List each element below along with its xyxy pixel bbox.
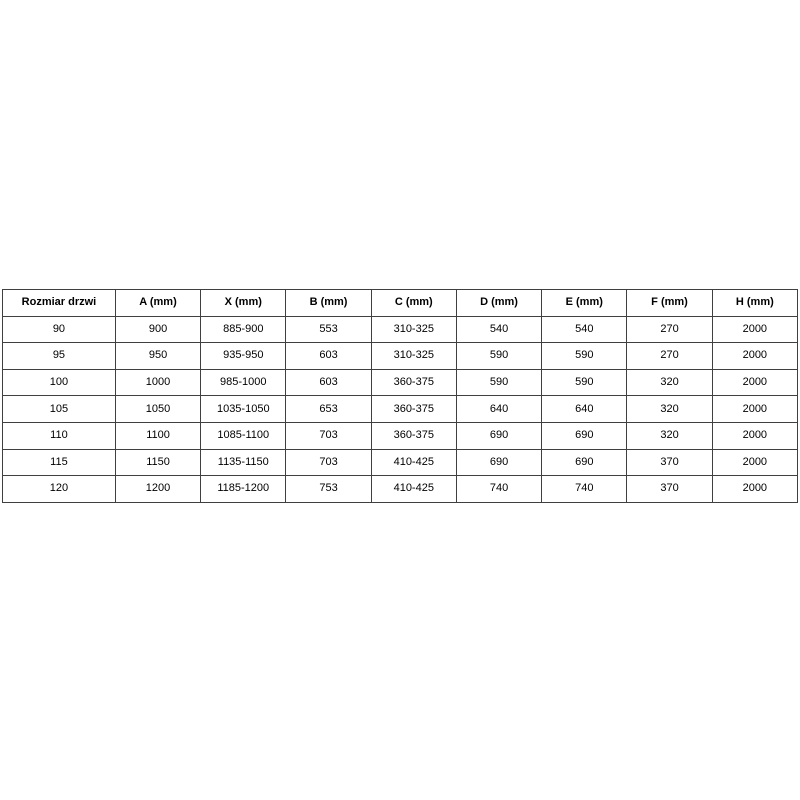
table-cell: 540: [542, 316, 627, 343]
table-cell: 2000: [712, 449, 797, 476]
table-cell: 553: [286, 316, 371, 343]
table-cell: 1200: [115, 476, 200, 503]
table-cell: 900: [115, 316, 200, 343]
table-cell: 2000: [712, 476, 797, 503]
table-cell: 590: [542, 369, 627, 396]
table-row: [3, 343, 798, 370]
table-cell: 740: [456, 476, 541, 503]
table-row: [3, 369, 798, 396]
table-body: [3, 316, 798, 502]
table-cell: 1085-1100: [201, 422, 286, 449]
table-cell: 653: [286, 396, 371, 423]
table-cell: 1150: [115, 449, 200, 476]
table-cell: 590: [456, 343, 541, 370]
table-cell: 703: [286, 422, 371, 449]
table-row: [3, 316, 798, 343]
table-cell: 1000: [115, 369, 200, 396]
table-cell: 1100: [115, 422, 200, 449]
door-size-table: [2, 289, 798, 503]
table-cell: 2000: [712, 316, 797, 343]
table-cell: 703: [286, 449, 371, 476]
column-header: B (mm): [286, 290, 371, 317]
table-cell: 105: [3, 396, 116, 423]
table-cell: 935-950: [201, 343, 286, 370]
table-cell: 370: [627, 449, 712, 476]
table-cell: 950: [115, 343, 200, 370]
table-cell: 690: [456, 449, 541, 476]
table-cell: 320: [627, 369, 712, 396]
table-cell: 2000: [712, 369, 797, 396]
table-cell: 690: [542, 422, 627, 449]
table-cell: 270: [627, 343, 712, 370]
column-header: F (mm): [627, 290, 712, 317]
table-row: [3, 422, 798, 449]
table-cell: 1035-1050: [201, 396, 286, 423]
table-cell: 885-900: [201, 316, 286, 343]
table-cell: 410-425: [371, 476, 456, 503]
table-cell: 603: [286, 343, 371, 370]
table-cell: 690: [542, 449, 627, 476]
table-cell: 1185-1200: [201, 476, 286, 503]
table-cell: 320: [627, 396, 712, 423]
table-cell: 2000: [712, 396, 797, 423]
table-cell: 640: [542, 396, 627, 423]
table-cell: 360-375: [371, 369, 456, 396]
table-cell: 590: [456, 369, 541, 396]
table-cell: 2000: [712, 343, 797, 370]
column-header: E (mm): [542, 290, 627, 317]
table-cell: 540: [456, 316, 541, 343]
table-cell: 360-375: [371, 422, 456, 449]
table-cell: 690: [456, 422, 541, 449]
table-cell: 370: [627, 476, 712, 503]
table-cell: 100: [3, 369, 116, 396]
table-row: [3, 396, 798, 423]
table-cell: 270: [627, 316, 712, 343]
table-cell: 1050: [115, 396, 200, 423]
table-cell: 2000: [712, 422, 797, 449]
table-row: [3, 449, 798, 476]
table-cell: 320: [627, 422, 712, 449]
table-cell: 95: [3, 343, 116, 370]
column-header: X (mm): [201, 290, 286, 317]
table-cell: 640: [456, 396, 541, 423]
table-cell: 410-425: [371, 449, 456, 476]
column-header: D (mm): [456, 290, 541, 317]
table-cell: 360-375: [371, 396, 456, 423]
table-cell: 110: [3, 422, 116, 449]
table-header-row: [3, 290, 798, 317]
table-cell: 603: [286, 369, 371, 396]
table-header: [3, 290, 798, 317]
table-cell: 90: [3, 316, 116, 343]
column-header: A (mm): [115, 290, 200, 317]
table-row: [3, 476, 798, 503]
table-cell: 120: [3, 476, 116, 503]
table-cell: 740: [542, 476, 627, 503]
table-cell: 310-325: [371, 343, 456, 370]
column-header: Rozmiar drzwi: [3, 290, 116, 317]
table-cell: 115: [3, 449, 116, 476]
table-cell: 1135-1150: [201, 449, 286, 476]
column-header: C (mm): [371, 290, 456, 317]
table-cell: 985-1000: [201, 369, 286, 396]
column-header: H (mm): [712, 290, 797, 317]
table-cell: 310-325: [371, 316, 456, 343]
table-cell: 753: [286, 476, 371, 503]
table-cell: 590: [542, 343, 627, 370]
